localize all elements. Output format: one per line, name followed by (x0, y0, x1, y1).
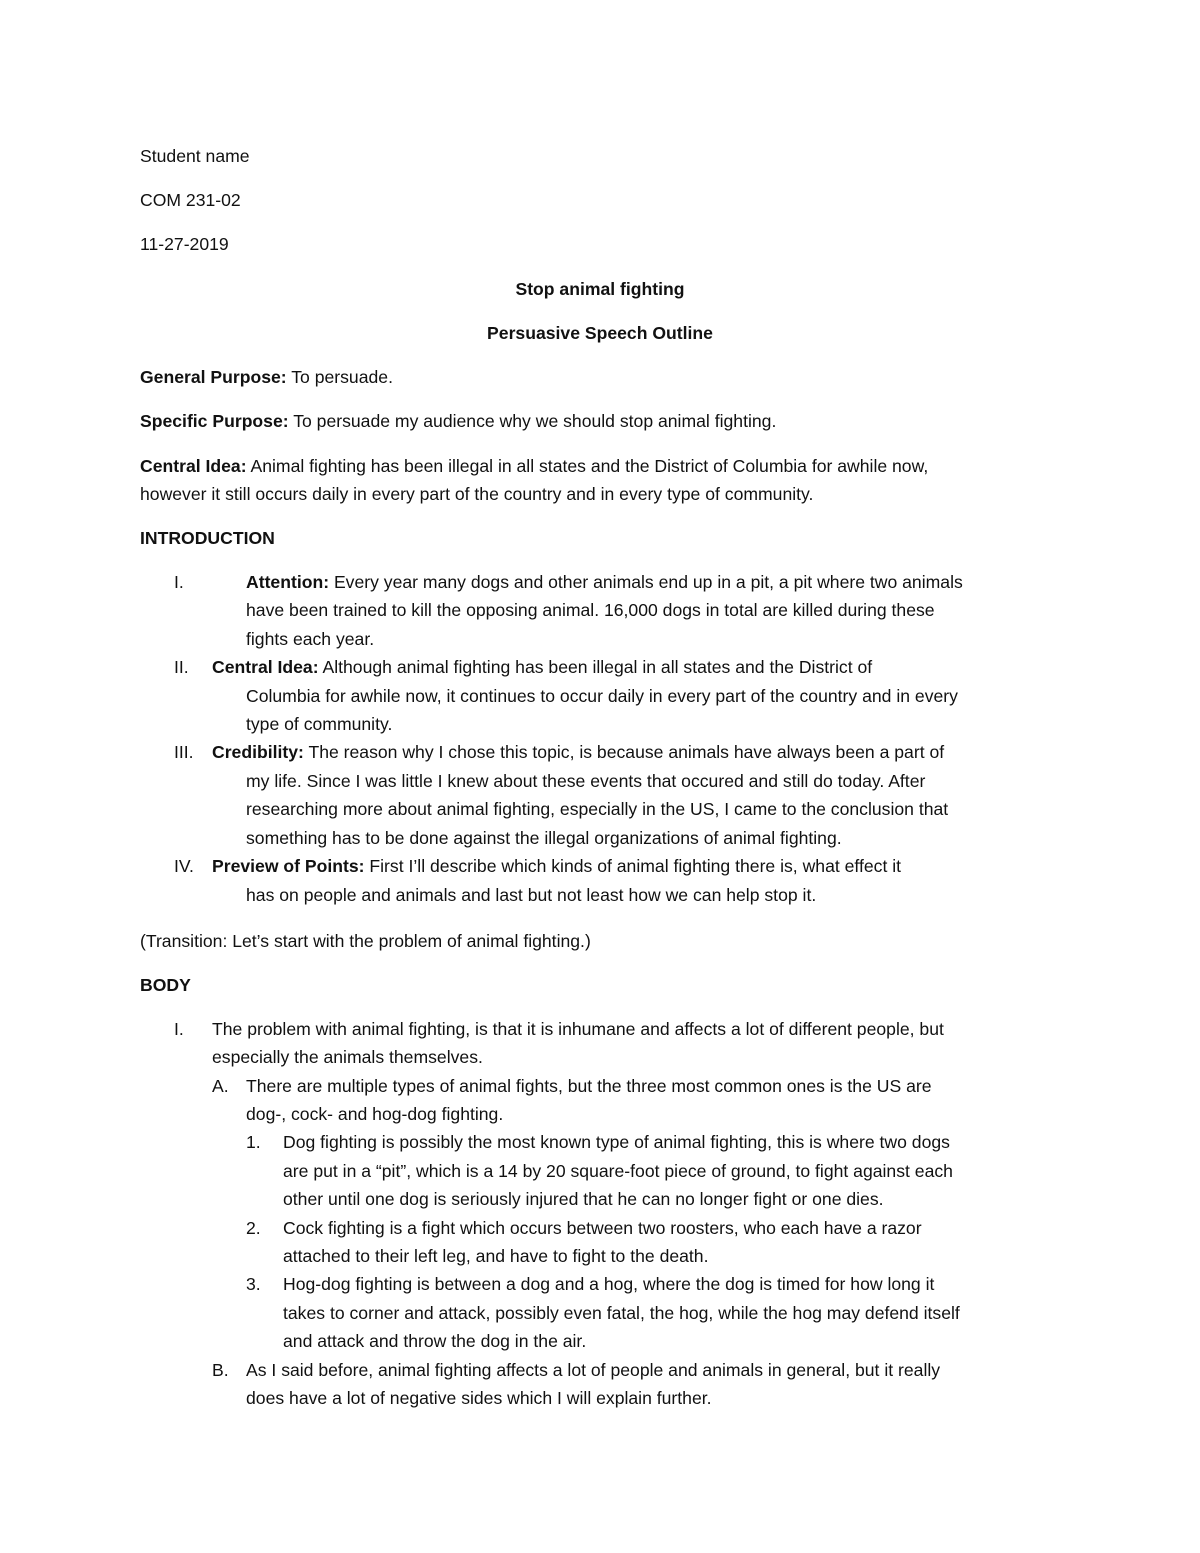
body-numbered-item: Cock fighting is a fight which occurs between two roosters, who each have a razor (283, 1218, 922, 1238)
intro-attention-line: have been trained to kill the opposing animal. 16,000 dogs in total are killed during these (246, 600, 935, 620)
body-numbered-item: Dog fighting is possibly the most known type of animal fighting, this is where two dogs (283, 1132, 950, 1152)
body-sub-point-line: does have a lot of negative sides which I will explain further. (246, 1388, 712, 1408)
body-point-line: especially the animals themselves. (212, 1047, 483, 1067)
transition: (Transition: Let’s start with the problem of animal fighting.) (140, 931, 591, 951)
intro-item-number: III. (174, 742, 194, 762)
intro-credibility-line: something has to be done against the illegal organizations of animal fighting. (246, 828, 842, 848)
body-numbered-number: 3. (246, 1274, 261, 1294)
body-numbered-line: other until one dog is seriously injured that he can no longer fight or one dies. (283, 1189, 884, 1209)
introduction-heading: INTRODUCTION (140, 528, 275, 548)
document-title: Stop animal fighting (515, 279, 685, 299)
intro-item-number: I. (174, 572, 184, 592)
intro-central-idea-line: Columbia for awhile now, it continues to occur daily in every part of the country and in every (246, 686, 958, 706)
student-name: Student name (140, 146, 250, 166)
intro-attention-line: fights each year. (246, 629, 375, 649)
body-numbered-line: takes to corner and attack, possibly even fatal, the hog, while the hog may defend itself (283, 1303, 960, 1323)
body-point: The problem with animal fighting, is that it is inhumane and affects a lot of different people, but (212, 1019, 944, 1039)
intro-credibility-line: researching more about animal fighting, especially in the US, I came to the conclusion that (246, 799, 949, 819)
date: 11-27-2019 (140, 234, 229, 254)
body-sub-point-line: dog-, cock- and hog-dog fighting. (246, 1104, 504, 1124)
body-sub-point: There are multiple types of animal fights, but the three most common ones is the US are (246, 1076, 932, 1096)
body-sub-point: As I said before, animal fighting affects a lot of people and animals in general, but it really (246, 1360, 941, 1380)
body-heading: BODY (140, 975, 191, 995)
body-numbered-line: are put in a “pit”, which is a 14 by 20 square-foot piece of ground, to fight against each (283, 1161, 953, 1181)
course-code: COM 231-02 (140, 190, 241, 210)
body-numbered-number: 2. (246, 1218, 261, 1238)
intro-central-idea: Central Idea: Although animal fighting has been illegal in all states and the District of (212, 657, 873, 677)
body-numbered-number: 1. (246, 1132, 261, 1152)
specific-purpose: Specific Purpose: To persuade my audience why we should stop animal fighting. (140, 411, 777, 431)
central-idea: Central Idea: Animal fighting has been illegal in all states and the District of Columbia for awhile now, (140, 456, 929, 476)
intro-credibility: Credibility: The reason why I chose this topic, is because animals have always been a part of (212, 742, 945, 762)
body-sub-number: B. (212, 1360, 229, 1380)
body-numbered-line: and attack and throw the dog in the air. (283, 1331, 587, 1351)
intro-item-number: IV. (174, 856, 194, 876)
body-numbered-line: attached to their left leg, and have to fight to the death. (283, 1246, 709, 1266)
intro-credibility-line: my life. Since I was little I knew about these events that occured and still do today. After (246, 771, 926, 791)
intro-preview: Preview of Points: First I’ll describe which kinds of animal fighting there is, what effect it (212, 856, 902, 876)
intro-attention: Attention: Every year many dogs and other animals end up in a pit, a pit where two animals (246, 572, 963, 592)
intro-preview-line: has on people and animals and last but not least how we can help stop it. (246, 885, 817, 905)
body-item-number: I. (174, 1019, 184, 1039)
central-idea-cont: however it still occurs daily in every part of the country and in every type of community. (140, 484, 814, 504)
body-sub-number: A. (212, 1076, 229, 1096)
document-subtitle: Persuasive Speech Outline (487, 323, 713, 343)
intro-central-idea-line: type of community. (246, 714, 393, 734)
intro-item-number: II. (174, 657, 189, 677)
general-purpose: General Purpose: To persuade. (140, 367, 393, 387)
body-numbered-item: Hog-dog fighting is between a dog and a hog, where the dog is timed for how long it (283, 1274, 935, 1294)
